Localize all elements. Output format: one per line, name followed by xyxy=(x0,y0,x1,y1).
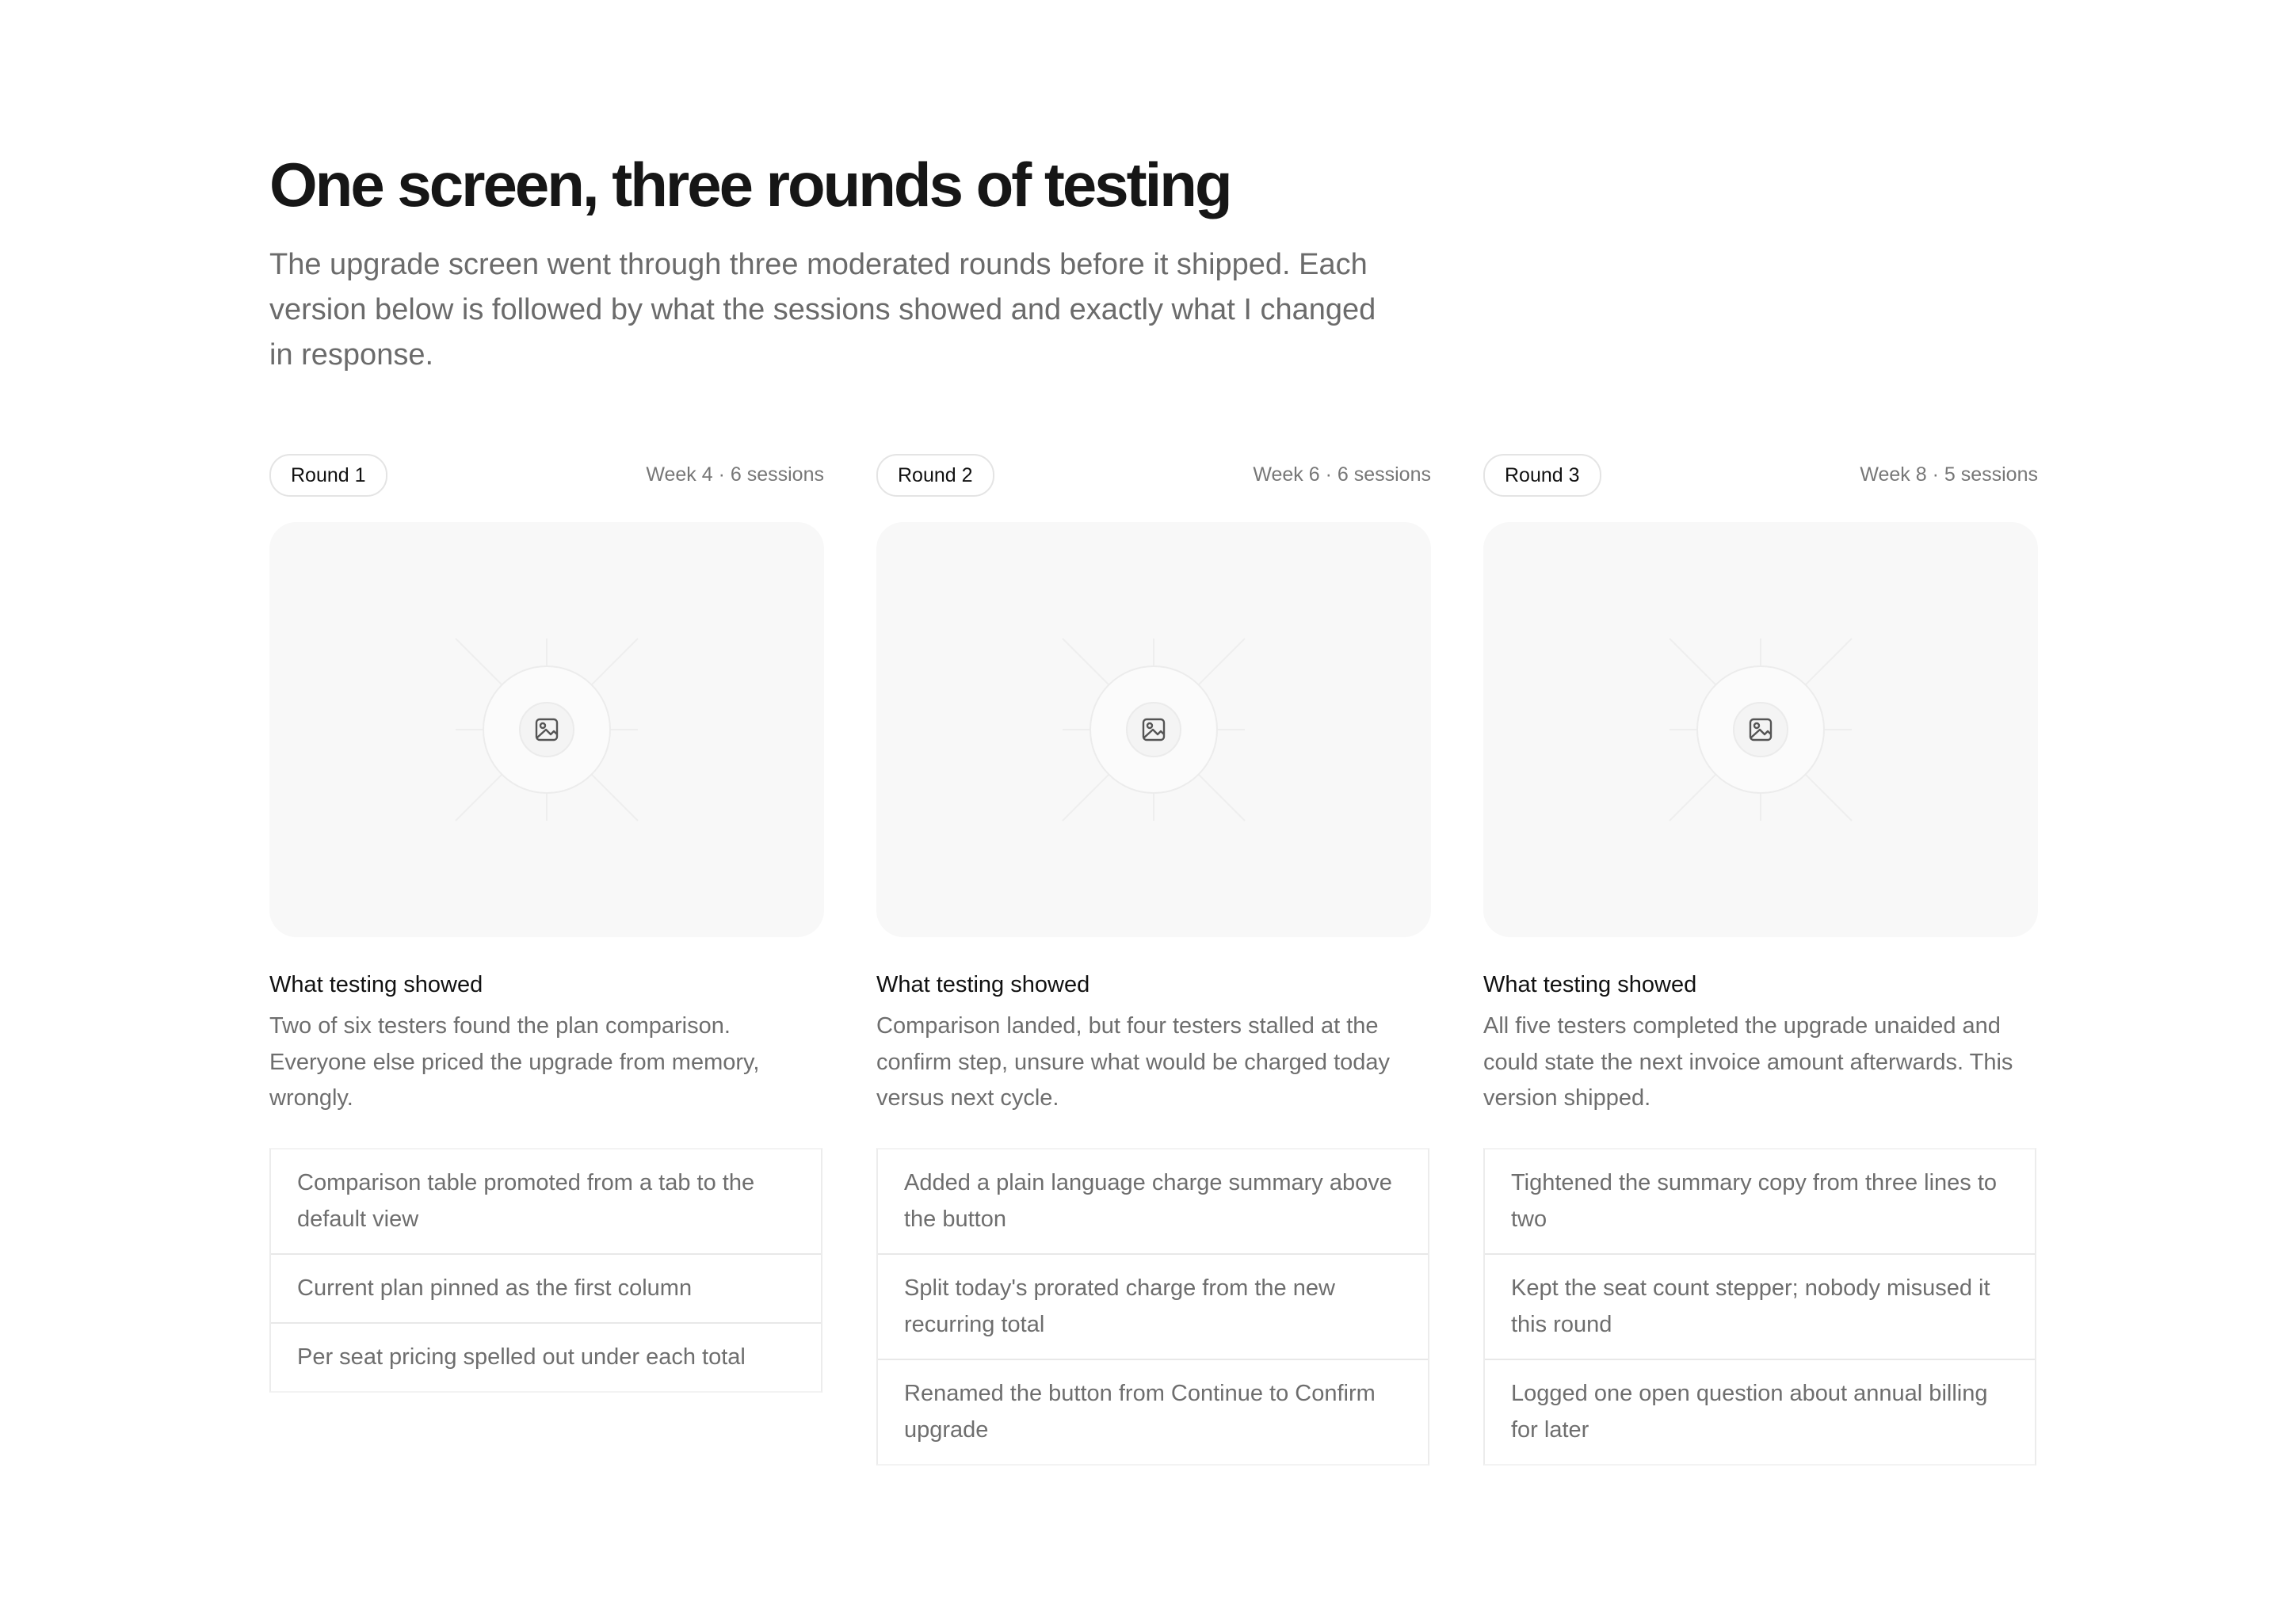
changes-list xyxy=(1483,1148,2036,1466)
changes-list xyxy=(876,1148,1429,1466)
round-meta: Week 8 · 5 sessions xyxy=(1860,463,2038,486)
round-badge: Round 3 xyxy=(1483,454,1601,497)
image-placeholder-icon xyxy=(269,522,824,937)
screenshot-placeholder[interactable] xyxy=(269,522,824,937)
findings-heading: What testing showed xyxy=(1483,972,1697,997)
list-item: Added a plain language charge summary above the button xyxy=(878,1149,1428,1255)
list-item: Current plan pinned as the first column xyxy=(271,1255,821,1324)
findings-text: Two of six testers found the plan comparison. Everyone else priced the upgrade from memory, wrongly. xyxy=(269,1013,760,1111)
image-placeholder-icon xyxy=(876,522,1431,937)
findings-heading: What testing showed xyxy=(876,972,1090,997)
round-column-2 xyxy=(876,454,1431,1443)
round-column-3 xyxy=(1483,454,2038,1443)
round-badge: Round 2 xyxy=(876,454,994,497)
findings-text: All five testers completed the upgrade unaided and could state the next invoice amount afterwards. This version shipped. xyxy=(1483,1013,2013,1111)
round-meta: Week 6 · 6 sessions xyxy=(1253,463,1431,486)
round-header xyxy=(1483,454,2038,497)
list-item: Tightened the summary copy from three lines to two xyxy=(1485,1149,2035,1255)
list-item: Renamed the button from Continue to Confirm upgrade xyxy=(904,1381,1376,1443)
page-title: One screen, three rounds of testing xyxy=(269,150,1231,219)
list-item: Kept the seat count stepper; nobody misused it this round xyxy=(1485,1255,2035,1360)
list-item: Per seat pricing spelled out under each total xyxy=(297,1344,746,1370)
round-badge: Round 1 xyxy=(269,454,387,497)
page-intro: The upgrade screen went through three moderated rounds before it shipped. Each version below is followed by what the sessions showed and exactly what I changed in response. xyxy=(269,248,1376,372)
round-header xyxy=(269,454,824,497)
findings-text: Comparison landed, but four testers stalled at the confirm step, unsure what would be charged today versus next cycle. xyxy=(876,1013,1391,1111)
screenshot-placeholder[interactable] xyxy=(1483,522,2038,937)
findings-heading: What testing showed xyxy=(269,972,483,997)
round-meta: Week 4 · 6 sessions xyxy=(646,463,824,486)
screenshot-placeholder[interactable] xyxy=(876,522,1431,937)
round-column-1 xyxy=(269,454,824,1370)
image-placeholder-icon xyxy=(1483,522,2038,937)
list-item: Comparison table promoted from a tab to the default view xyxy=(271,1149,821,1255)
list-item: Split today's prorated charge from the new recurring total xyxy=(878,1255,1428,1360)
list-item: Logged one open question about annual billing for later xyxy=(1511,1381,1988,1443)
round-header xyxy=(876,454,1431,497)
changes-list xyxy=(269,1148,822,1393)
